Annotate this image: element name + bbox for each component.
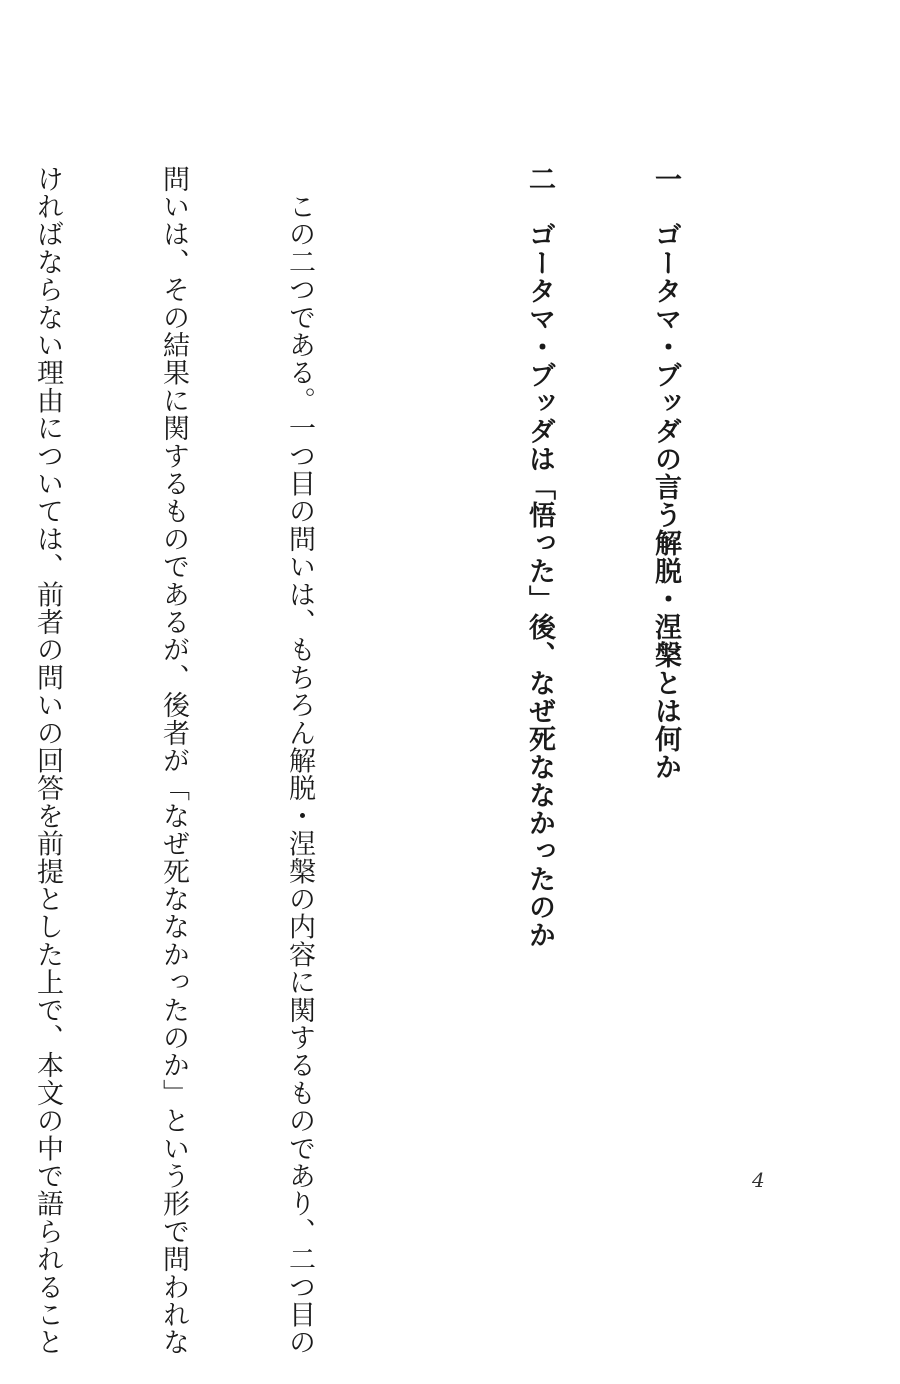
- vertical-text-block: [0, 165, 770, 1357]
- page-number: 4: [752, 1168, 765, 1192]
- body-line-1: この二つである。一つ目の問いは、もちろん解脱・涅槃の内容に関するものであり、二つ目の: [284, 165, 315, 1357]
- body-line-3: ければならない理由については、前者の問いの回答を前提とした上で、本文の中で語られること: [32, 165, 63, 1357]
- section-heading-1: 一 ゴータマ・ブッダの言う解脱・涅槃とは何か: [650, 165, 681, 781]
- body-line-2: 問いは、その結果に関するものであるが、後者が「なぜ死ななかったのか」という形で問われな: [158, 165, 189, 1357]
- heading-spacer: [404, 165, 434, 1175]
- section-heading-2: 二 ゴータマ・ブッダは「悟った」後、なぜ死ななかったのか: [524, 165, 555, 949]
